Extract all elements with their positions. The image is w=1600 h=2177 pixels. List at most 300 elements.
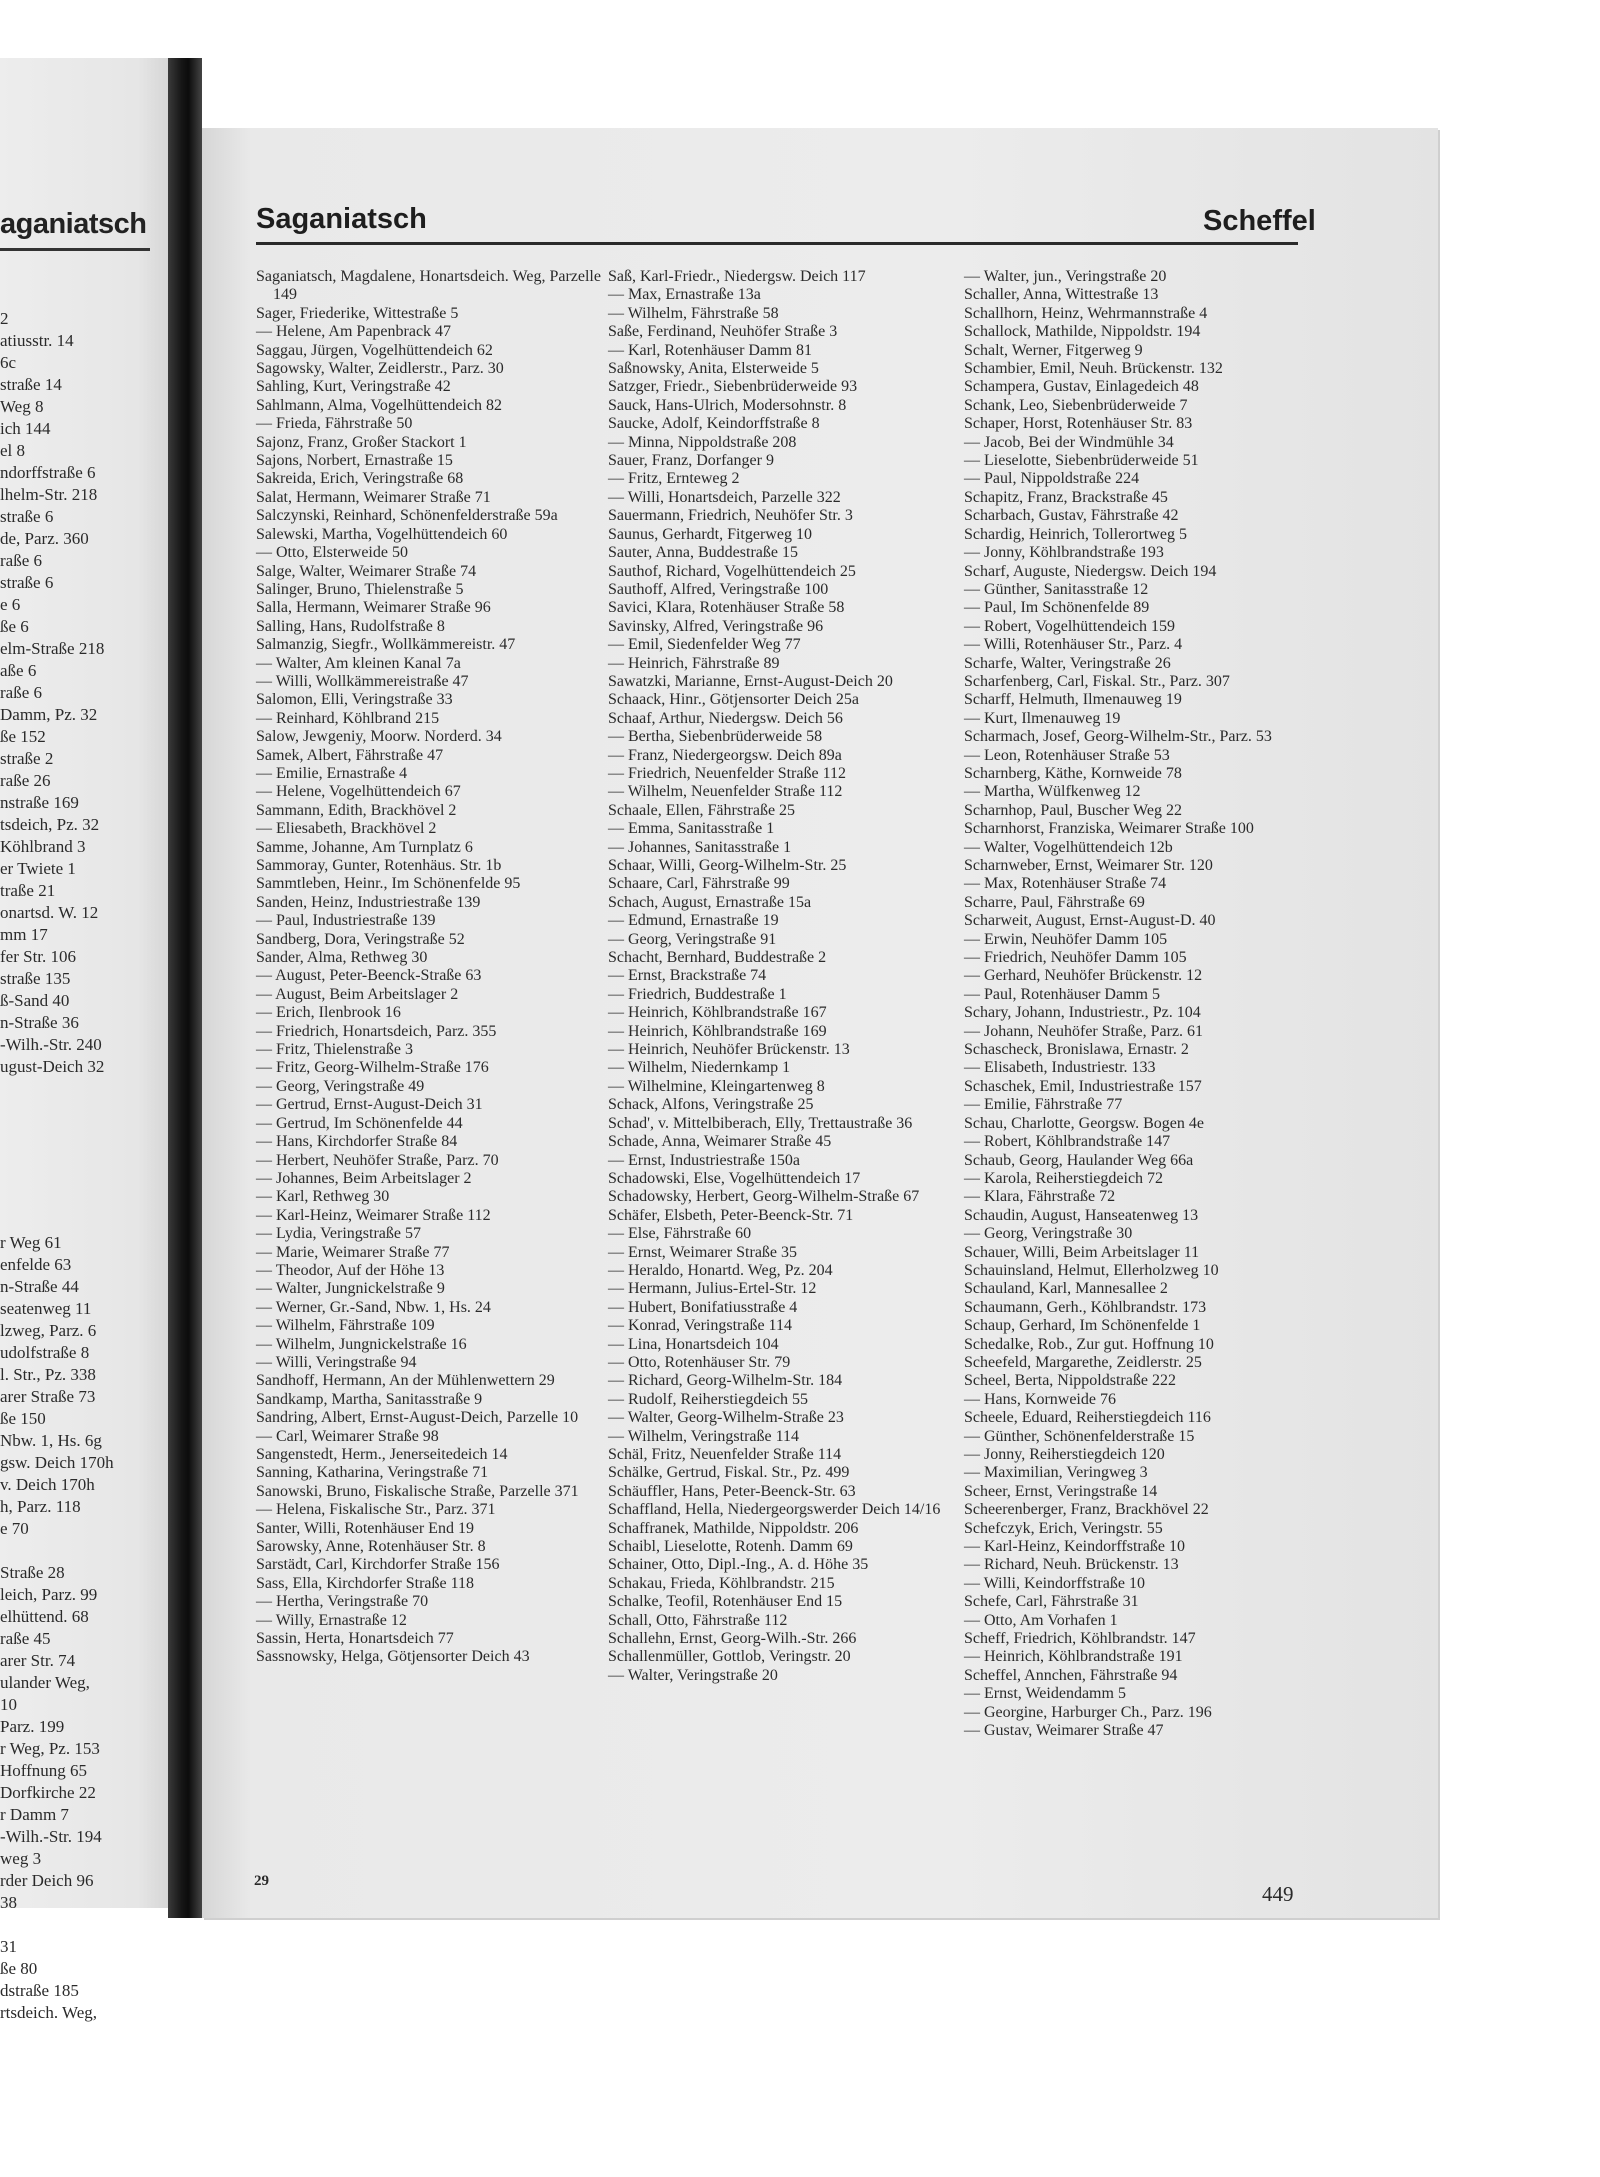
directory-entry: Schaudin, August, Hanseatenweg 13 [964,1206,1199,1224]
directory-entry: — Klara, Fährstraße 72 [964,1188,1116,1206]
left-page-line: n-Straße 36 [0,1013,79,1032]
directory-entry: Samek, Albert, Fährstraße 47 [256,746,444,764]
left-page-line: Damm, Pz. 32 [0,705,98,724]
directory-entry: Santer, Willi, Rotenhäuser End 19 [256,1519,474,1537]
left-page-line: Nbw. 1, Hs. 6g [0,1431,102,1450]
directory-entry: — Wilhelmine, Kleingartenweg 8 [608,1077,825,1095]
directory-entry: Saganiatsch, Magdalene, Honartsdeich. Weg, Parzelle 149 [256,268,601,304]
directory-entry: Salling, Hans, Rudolfstraße 8 [256,617,445,635]
left-page-line: tsdeich, Pz. 32 [0,815,100,834]
left-page-line: traße 21 [0,881,56,900]
left-page-line: fer Str. 106 [0,947,77,966]
directory-entry: Schefe, Carl, Fährstraße 31 [964,1593,1139,1611]
directory-entry: — Theodor, Auf der Höhe 13 [256,1261,445,1279]
directory-entry: Schaare, Carl, Fährstraße 99 [608,875,790,893]
left-page-line: 2 [0,309,9,328]
directory-entry: — Elisabeth, Industriestr. 133 [964,1059,1156,1077]
directory-entry: — Johann, Neuhöfer Straße, Parz. 61 [964,1022,1204,1040]
directory-entry: — Willy, Ernastraße 12 [256,1611,407,1629]
left-page-line [0,1100,172,1122]
left-page-line: ße 152 [0,727,46,746]
directory-entry: Schäuffler, Hans, Peter-Beenck-Str. 63 [608,1482,856,1500]
directory-entry: — Jacob, Bei der Windmühle 34 [964,433,1174,451]
directory-entry: Schaack, Hinr., Götjensorter Deich 25a [608,691,860,709]
directory-entry: Schampera, Gustav, Einlagedeich 48 [964,378,1199,396]
directory-entry: — Walter, Vogelhüttendeich 12b [964,838,1173,856]
directory-entry: Sammtleben, Heinr., Im Schönenfelde 95 [256,875,521,893]
directory-entry: Sahlmann, Alma, Vogelhüttendeich 82 [256,396,503,414]
left-page-line: atiusstr. 14 [0,331,74,350]
directory-entry: — Günther, Sanitasstraße 12 [964,580,1149,598]
directory-entry: Schauer, Willi, Beim Arbeitslager 11 [964,1243,1200,1261]
directory-entry: Sauer, Franz, Dorfanger 9 [608,452,774,470]
directory-entry: Schauland, Karl, Mannesallee 2 [964,1280,1168,1298]
directory-entry: — Wilhelm, Niedernkamp 1 [608,1059,791,1077]
left-page-line [0,1540,172,1562]
page-number: 449 [1262,1882,1294,1906]
left-page-line: r Weg 61 [0,1233,62,1252]
book-gutter [168,58,202,1918]
directory-entry: — Gerhard, Neuhöfer Brückenstr. 12 [964,967,1203,985]
directory-entry: Salczynski, Reinhard, Schönenfelderstraße 59a [256,507,558,525]
left-page-line: l. Str., Pz. 338 [0,1365,96,1384]
directory-entry: — Robert, Köhlbrandstraße 147 [964,1133,1171,1151]
directory-entry: — Werner, Gr.-Sand, Nbw. 1, Hs. 24 [256,1298,491,1316]
left-page-line [0,1122,172,1144]
directory-column-1 [256,268,606,1667]
directory-entry: Salomon, Elli, Veringstraße 33 [256,691,453,709]
directory-entry: Schaschek, Emil, Industriestraße 157 [964,1077,1202,1095]
directory-entry: Scheerenberger, Franz, Brackhövel 22 [964,1501,1209,1519]
directory-entry: — Eliesabeth, Brackhövel 2 [256,820,437,838]
directory-entry: — Paul, Industriestraße 139 [256,912,436,930]
directory-entry: Salewski, Martha, Vogelhüttendeich 60 [256,525,508,543]
directory-entry: — Karola, Reiherstiegdeich 72 [964,1169,1164,1187]
left-page-line: mm 17 [0,925,48,944]
directory-entry: Schefczyk, Erich, Veringstr. 55 [964,1519,1163,1537]
directory-entry: — Franz, Niedergeorgsw. Deich 89a [608,746,842,764]
directory-entry: — August, Beim Arbeitslager 2 [256,985,459,1003]
directory-entry: — Friedrich, Neuenfelder Straße 112 [608,764,846,782]
left-page-line: raße 26 [0,771,51,790]
left-page-line: aße 6 [0,661,37,680]
left-page-line: 38 [0,1893,17,1912]
directory-entry: — Emma, Sanitasstraße 1 [608,820,775,838]
directory-entry: Schedalke, Rob., Zur gut. Hoffnung 10 [964,1335,1214,1353]
directory-entry: Saß, Karl-Friedr., Niedergsw. Deich 117 [608,268,866,285]
left-page-line: Parz. 199 [0,1717,65,1736]
directory-entry: — Helene, Vogelhüttendeich 67 [256,783,461,801]
directory-entry: Sanning, Katharina, Veringstraße 71 [256,1464,489,1482]
directory-entry: Salge, Walter, Weimarer Straße 74 [256,562,477,580]
directory-entry: Schadowski, Else, Vogelhüttendeich 17 [608,1169,861,1187]
left-page-line [0,1914,172,1936]
directory-entry: Schau, Charlotte, Georgsw. Bogen 4e [964,1114,1204,1132]
left-page-line: v. Deich 170h [0,1475,95,1494]
left-page-line: straße 6 [0,507,54,526]
directory-entry: — Wilhelm, Neuenfelder Straße 112 [608,783,843,801]
directory-entry: Saggau, Jürgen, Vogelhüttendeich 62 [256,341,493,359]
directory-entry: Sangenstedt, Herm., Jenerseitedeich 14 [256,1446,508,1463]
directory-entry: Schadowsky, Herbert, Georg-Wilhelm-Straße 67 [608,1188,920,1206]
directory-entry: — Karl, Rotenhäuser Damm 81 [608,341,812,359]
directory-entry: Schaibl, Lieselotte, Rotenh. Damm 69 [608,1538,853,1556]
directory-entry: Schacht, Bernhard, Buddestraße 2 [608,949,827,967]
directory-entry: Schaaf, Arthur, Niedergsw. Deich 56 [608,709,843,727]
left-page-line: ugust-Deich 32 [0,1057,105,1076]
directory-entry: — Georg, Veringstraße 49 [256,1077,425,1095]
directory-entry: Scharnweber, Ernst, Weimarer Str. 120 [964,857,1213,874]
directory-entry: Schakau, Frieda, Köhlbrandstr. 215 [608,1574,835,1592]
directory-entry: Schainer, Otto, Dipl.-Ing., A. d. Höhe 35 [608,1556,869,1574]
left-page-line: Hoffnung 65 [0,1761,88,1780]
directory-entry: — Hermann, Julius-Ertel-Str. 12 [608,1280,817,1298]
directory-entry: — Otto, Rotenhäuser Str. 79 [608,1353,791,1371]
directory-entry: — Ernst, Weimarer Straße 35 [608,1243,798,1261]
directory-entry: Scharnhorst, Franziska, Weimarer Straße 100 [964,820,1254,838]
directory-entry: — Erwin, Neuhöfer Damm 105 [964,930,1168,948]
directory-entry: — Gertrud, Im Schönenfelde 44 [256,1114,463,1132]
directory-entry: — Martha, Wülfkenweg 12 [964,783,1141,801]
directory-entry: Saßnowsky, Anita, Elsterweide 5 [608,360,819,378]
left-page-line [0,1210,172,1232]
directory-entry: — Richard, Neuh. Brückenstr. 13 [964,1556,1179,1574]
directory-entry: — Edmund, Ernastraße 19 [608,912,779,930]
directory-entry: Sander, Alma, Rethweg 30 [256,949,428,967]
directory-entry: — Marie, Weimarer Straße 77 [256,1243,450,1261]
left-page-line: ich 144 [0,419,51,438]
directory-entry: Scheer, Ernst, Veringstraße 14 [964,1482,1158,1500]
directory-entry: Sammann, Edith, Brackhövel 2 [256,801,457,819]
directory-entry: Sandring, Albert, Ernst-August-Deich, Parzelle 10 [256,1409,579,1427]
directory-entry: Schauinsland, Helmut, Ellerholzweg 10 [964,1261,1219,1279]
directory-entry: — Willi, Honartsdeich, Parzelle 322 [608,488,841,506]
directory-entry: — Heinrich, Köhlbrandstraße 169 [608,1022,827,1040]
directory-entry: Sajons, Norbert, Ernastraße 15 [256,452,453,470]
left-page-line: weg 3 [0,1849,42,1868]
directory-entry: — Friedrich, Neuhöfer Damm 105 [964,949,1187,967]
directory-entry: Sagowsky, Walter, Zeidlerstr., Parz. 30 [256,360,504,378]
directory-entry: — August, Peter-Beenck-Straße 63 [256,967,482,985]
left-page-line: 6c [0,353,17,372]
directory-entry: Scharfenberg, Carl, Fiskal. Str., Parz. 307 [964,672,1230,690]
directory-entry: Schaup, Gerhard, Im Schönenfelde 1 [964,1317,1201,1335]
directory-entry: Saße, Ferdinand, Neuhöfer Straße 3 [608,323,838,341]
directory-entry: — Hans, Kornweide 76 [964,1390,1116,1408]
left-page-line: n-Straße 44 [0,1277,79,1296]
directory-entry: Scharnberg, Käthe, Kornweide 78 [964,764,1182,782]
left-page-line: leich, Parz. 99 [0,1585,98,1604]
directory-entry: — Max, Rotenhäuser Straße 74 [964,875,1167,893]
directory-entry: — Minna, Nippoldstraße 208 [608,433,797,451]
directory-entry: — Emilie, Fährstraße 77 [964,1096,1123,1114]
directory-entry: Scharf, Auguste, Niedergsw. Deich 194 [964,562,1217,580]
directory-entry: Satzger, Friedr., Siebenbrüderweide 93 [608,378,858,396]
directory-entry: — Walter, Am kleinen Kanal 7a [256,654,461,672]
header-rule [256,242,1298,245]
directory-entry: Sauthoff, Alfred, Veringstraße 100 [608,580,829,598]
directory-entry: Sandkamp, Martha, Sanitasstraße 9 [256,1390,483,1408]
directory-entry: Scharfe, Walter, Veringstraße 26 [964,654,1171,672]
left-page-line: Straße 28 [0,1563,65,1582]
directory-entry: — Karl-Heinz, Keindorffstraße 10 [964,1538,1185,1556]
left-page-line: rtsdeich. Weg, [0,2003,97,2022]
left-page-line: raße 6 [0,551,43,570]
left-page-header: aganiatsch [0,208,147,240]
left-page-line: 31 [0,1937,17,1956]
directory-entry: Sakreida, Erich, Veringstraße 68 [256,470,464,488]
directory-entry: — Friedrich, Honartsdeich, Parz. 355 [256,1022,497,1040]
left-page-line: lhelm-Str. 218 [0,485,98,504]
directory-entry: — Helene, Am Papenbrack 47 [256,323,452,341]
directory-entry: — Maximilian, Veringweg 3 [964,1464,1148,1482]
left-page-line [0,1166,172,1188]
directory-entry: — Otto, Am Vorhafen 1 [964,1611,1118,1629]
directory-entry: Sanowski, Bruno, Fiskalische Straße, Parzelle 371 [256,1482,579,1500]
directory-entry: — Georgine, Harburger Ch., Parz. 196 [964,1703,1212,1721]
directory-entry: — Johannes, Beim Arbeitslager 2 [256,1169,472,1187]
directory-entry: Sauermann, Friedrich, Neuhöfer Str. 3 [608,507,853,525]
directory-entry: — Bertha, Siebenbrüderweide 58 [608,728,823,746]
left-page-line: ulander Weg, [0,1673,90,1692]
directory-entry: — Willi, Wollkämmereistraße 47 [256,672,469,690]
directory-entry: Scharmach, Josef, Georg-Wilhelm-Str., Parz. 53 [964,728,1272,746]
left-page-line: de, Parz. 360 [0,529,89,548]
directory-entry: Schardig, Heinrich, Tollerortweg 5 [964,525,1187,543]
directory-entry: Scheff, Friedrich, Köhlbrandstr. 147 [964,1630,1196,1648]
directory-entry: Schallock, Mathilde, Nippoldstr. 194 [964,323,1201,341]
left-page-line [0,1144,172,1166]
left-page-line: e 6 [0,595,21,614]
directory-entry: Schallehn, Ernst, Georg-Wilh.-Str. 266 [608,1630,857,1648]
directory-entry: Schade, Anna, Weimarer Straße 45 [608,1133,832,1151]
directory-entry: Sandhoff, Hermann, An der Mühlenwettern 29 [256,1372,555,1390]
directory-entry: Schary, Johann, Industriestr., Pz. 104 [964,1004,1201,1022]
directory-entry: Schallenmüller, Gottlob, Veringstr. 20 [608,1648,851,1666]
directory-entry: Schascheck, Bronislawa, Ernastr. 2 [964,1041,1189,1059]
directory-entry: Sammoray, Gunter, Rotenhäus. Str. 1b [256,857,502,874]
left-page-line: elhüttend. 68 [0,1607,89,1626]
left-page-line: Köhlbrand 3 [0,837,86,856]
directory-entry: Schack, Alfons, Veringstraße 25 [608,1096,814,1114]
directory-entry: Saunus, Gerhardt, Fitgerweg 10 [608,525,812,543]
directory-entry: — Otto, Elsterweide 50 [256,544,408,562]
directory-entry: Savici, Klara, Rotenhäuser Straße 58 [608,599,845,617]
left-page-line: ndorffstraße 6 [0,463,96,482]
left-page-line: straße 135 [0,969,71,988]
directory-entry: — Walter, Jungnickelstraße 9 [256,1280,445,1298]
directory-entry: — Carl, Weimarer Straße 98 [256,1427,439,1445]
directory-entry: — Ernst, Weidendamm 5 [964,1685,1126,1703]
directory-entry: Salla, Hermann, Weimarer Straße 96 [256,599,491,617]
left-page-line: arer Str. 74 [0,1651,76,1670]
left-page-line: Weg 8 [0,397,44,416]
directory-entry: — Wilhelm, Fährstraße 109 [256,1317,435,1335]
left-page-line: ße 150 [0,1409,46,1428]
directory-entry: — Georg, Veringstraße 30 [964,1225,1133,1243]
directory-entry: Scheefeld, Margarethe, Zeidlerstr. 25 [964,1353,1202,1371]
directory-entry: Sager, Friederike, Wittestraße 5 [256,304,459,322]
page-header-last-name: Scheffel [1203,205,1316,237]
directory-entry: Salat, Hermann, Weimarer Straße 71 [256,488,491,506]
directory-entry: Sassnowsky, Helga, Götjensorter Deich 43 [256,1648,530,1666]
directory-entry: — Hans, Kirchdorfer Straße 84 [256,1133,458,1151]
left-page-line: el 8 [0,441,26,460]
left-page-line: onartsd. W. 12 [0,903,99,922]
directory-entry: — Helena, Fiskalische Str., Parz. 371 [256,1501,496,1519]
left-page-line: h, Parz. 118 [0,1497,81,1516]
left-page-line: nstraße 169 [0,793,79,812]
directory-entry: Schapitz, Franz, Brackstraße 45 [964,488,1168,506]
directory-entry: Sauthof, Richard, Vogelhüttendeich 25 [608,562,856,580]
directory-entry: — Karl-Heinz, Weimarer Straße 112 [256,1206,491,1224]
directory-entry: — Max, Ernastraße 13a [608,286,761,304]
left-header-rule [0,248,150,251]
left-page-line: straße 14 [0,375,62,394]
directory-entry: Schaffranek, Mathilde, Nippoldstr. 206 [608,1519,859,1537]
directory-entry: Samme, Johanne, Am Turnplatz 6 [256,838,473,856]
left-page-line [0,1078,172,1100]
directory-column-3 [964,268,1314,1741]
directory-entry: — Fritz, Thielenstraße 3 [256,1041,413,1059]
directory-entry: — Emilie, Ernastraße 4 [256,764,408,782]
directory-entry: — Jonny, Köhlbrandstraße 193 [964,544,1164,562]
directory-entry: — Herbert, Neuhöfer Straße, Parz. 70 [256,1151,499,1169]
directory-entry: Sarstädt, Carl, Kirchdorfer Straße 156 [256,1556,500,1574]
directory-entry: — Else, Fährstraße 60 [608,1225,752,1243]
directory-entry: — Rudolf, Reiherstiegdeich 55 [608,1390,808,1408]
directory-entry: Scharweit, August, Ernst-August-D. 40 [964,912,1216,930]
left-page-line: r Damm 7 [0,1805,69,1824]
folio-mark: 29 [254,1873,269,1889]
left-page-line: er Twiete 1 [0,859,76,878]
directory-entry: — Lydia, Veringstraße 57 [256,1225,422,1243]
directory-entry: — Wilhelm, Veringstraße 114 [608,1427,800,1445]
left-page-line: elm-Straße 218 [0,639,105,658]
directory-entry: Sauck, Hans-Ulrich, Modersohnstr. 8 [608,396,847,414]
directory-entry: — Walter, Veringstraße 20 [608,1666,778,1684]
directory-entry: Sassin, Herta, Honartsdeich 77 [256,1630,454,1648]
directory-entry: — Heinrich, Köhlbrandstraße 191 [964,1648,1183,1666]
page-header-first-name: Saganiatsch [256,203,427,235]
directory-entry: — Heinrich, Köhlbrandstraße 167 [608,1004,827,1022]
left-page-line: ße 80 [0,1959,38,1978]
directory-entry: Schäfer, Elsbeth, Peter-Beenck-Str. 71 [608,1206,854,1224]
left-page-line: arer Straße 73 [0,1387,96,1406]
directory-entry: Sahling, Kurt, Veringstraße 42 [256,378,451,396]
directory-entry: — Wilhelm, Jungnickelstraße 16 [256,1335,467,1353]
directory-entry: Sarowsky, Anne, Rotenhäuser Str. 8 [256,1538,486,1556]
directory-entry: Scharff, Helmuth, Ilmenauweg 19 [964,691,1182,709]
directory-entry: Sawatzki, Marianne, Ernst-August-Deich 20 [608,672,893,690]
left-page-line: r Weg, Pz. 153 [0,1739,100,1758]
directory-entry: — Hubert, Bonifatiusstraße 4 [608,1298,798,1316]
directory-entry: — Heinrich, Fährstraße 89 [608,654,780,672]
left-page-fragment [0,58,172,2022]
left-page-line: -Wilh.-Str. 194 [0,1827,102,1846]
directory-entry: — Walter, Georg-Wilhelm-Straße 23 [608,1409,844,1427]
directory-entry: Schad', v. Mittelbiberach, Elly, Trettaustraße 36 [608,1114,913,1132]
directory-entry: Schalke, Teofil, Rotenhäuser End 15 [608,1593,843,1611]
directory-entry: Schäl, Fritz, Neuenfelder Straße 114 [608,1446,842,1463]
directory-entry: Schaper, Horst, Rotenhäuser Str. 83 [964,415,1193,433]
directory-entry: — Karl, Rethweg 30 [256,1188,390,1206]
left-page-line: straße 6 [0,573,54,592]
directory-entry: Schaar, Willi, Georg-Wilhelm-Str. 25 [608,857,847,874]
directory-entry: — Ernst, Industriestraße 150a [608,1151,800,1169]
directory-entry: — Willi, Veringstraße 94 [256,1353,417,1371]
left-page-line: raße 6 [0,683,43,702]
directory-entry: Schank, Leo, Siebenbrüderweide 7 [964,396,1188,414]
directory-entry: — Georg, Veringstraße 91 [608,930,777,948]
directory-entry: Scharbach, Gustav, Fährstraße 42 [964,507,1179,525]
directory-entry: Scheele, Eduard, Reiherstiegdeich 116 [964,1409,1211,1427]
directory-column-2 [608,268,958,1685]
directory-entry: Schach, August, Ernastraße 15a [608,893,812,911]
directory-entry: Schaffland, Hella, Niedergeorgswerder Deich 14/16 [608,1501,941,1519]
directory-entry: Salmanzig, Siegfr., Wollkämmereistr. 47 [256,636,516,654]
directory-entry: Schall, Otto, Fährstraße 112 [608,1611,788,1629]
left-page-line: gsw. Deich 170h [0,1453,114,1472]
directory-entry: Salow, Jewgeniy, Moorw. Norderd. 34 [256,728,502,746]
directory-entry: Salinger, Bruno, Thielenstraße 5 [256,580,464,598]
directory-entry: Scheel, Berta, Nippoldstraße 222 [964,1372,1176,1390]
directory-entry: — Kurt, Ilmenauweg 19 [964,709,1121,727]
directory-entry: — Lieselotte, Siebenbrüderweide 51 [964,452,1199,470]
directory-entry: — Richard, Georg-Wilhelm-Str. 184 [608,1372,843,1390]
left-page-line: ß-Sand 40 [0,991,70,1010]
directory-entry: Schaller, Anna, Wittestraße 13 [964,286,1159,304]
directory-entry: — Konrad, Veringstraße 114 [608,1317,792,1335]
directory-entry: — Günther, Schönenfelderstraße 15 [964,1427,1195,1445]
left-page-line: udolfstraße 8 [0,1343,90,1362]
directory-entry: — Frieda, Fährstraße 50 [256,415,413,433]
directory-entry: — Lina, Honartsdeich 104 [608,1335,779,1353]
directory-entry: — Heraldo, Honartd. Weg, Pz. 204 [608,1261,833,1279]
directory-entry: Schaumann, Gerh., Köhlbrandstr. 173 [964,1298,1207,1316]
directory-entry: Schambier, Emil, Neuh. Brückenstr. 132 [964,360,1223,378]
left-page-line: straße 2 [0,749,54,768]
left-page-line: 10 [0,1695,17,1714]
directory-entry: — Ernst, Brackstraße 74 [608,967,767,985]
left-page-column [0,308,172,2024]
directory-entry: — Friedrich, Buddestraße 1 [608,985,787,1003]
left-page-line: -Wilh.-Str. 240 [0,1035,102,1054]
directory-entry: — Leon, Rotenhäuser Straße 53 [964,746,1170,764]
directory-entry: Scheffel, Annchen, Fährstraße 94 [964,1666,1178,1684]
directory-entry: — Robert, Vogelhüttendeich 159 [964,617,1175,635]
directory-entry: — Fritz, Georg-Wilhelm-Straße 176 [256,1059,489,1077]
directory-entry: Saucke, Adolf, Keindorffstraße 8 [608,415,820,433]
left-page-line: enfelde 63 [0,1255,72,1274]
directory-entry: — Paul, Im Schönenfelde 89 [964,599,1150,617]
left-page-line: dstraße 185 [0,1981,79,2000]
left-page-line: lzweg, Parz. 6 [0,1321,97,1340]
directory-entry: — Heinrich, Neuhöfer Brückenstr. 13 [608,1041,850,1059]
left-page-line: raße 45 [0,1629,51,1648]
directory-entry: — Willi, Rotenhäuser Str., Parz. 4 [964,636,1183,654]
directory-entry: — Gustav, Weimarer Straße 47 [964,1722,1164,1740]
directory-entry: — Johannes, Sanitasstraße 1 [608,838,792,856]
directory-entry: Scharre, Paul, Fährstraße 69 [964,893,1145,911]
left-page-line: Dorfkirche 22 [0,1783,96,1802]
directory-entry: — Emil, Siedenfelder Weg 77 [608,636,801,654]
directory-entry: — Paul, Nippoldstraße 224 [964,470,1140,488]
directory-entry: Savinsky, Alfred, Veringstraße 96 [608,617,824,635]
directory-entry: Schaub, Georg, Haulander Weg 66a [964,1151,1194,1169]
directory-entry: — Willi, Keindorffstraße 10 [964,1574,1145,1592]
directory-entry: Sass, Ella, Kirchdorfer Straße 118 [256,1574,475,1592]
